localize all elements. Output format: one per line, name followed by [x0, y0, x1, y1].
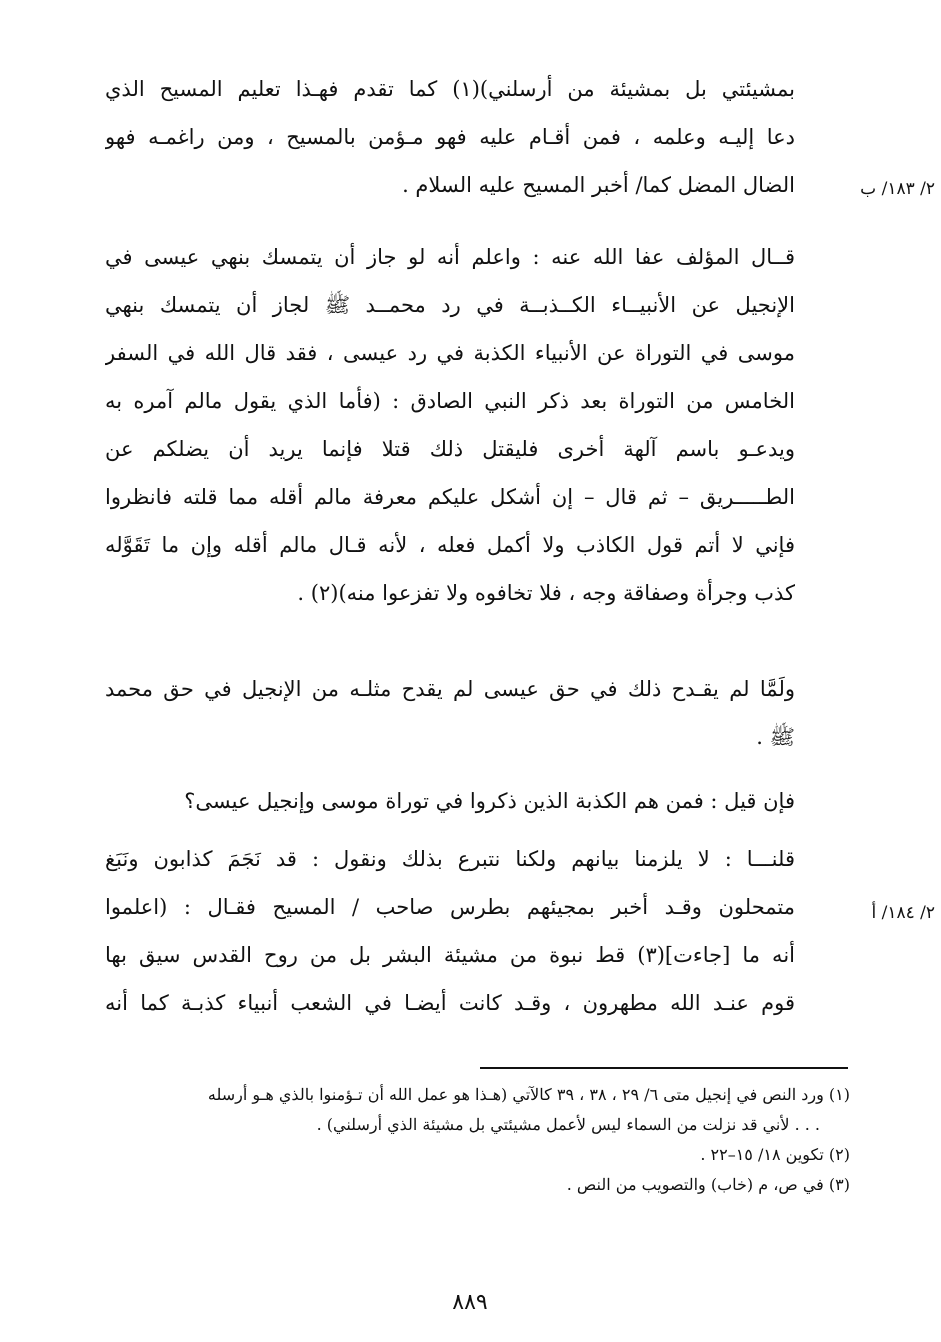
text-line: موسى في التوراة عن الأنبياء الكذبة في رد عيسى ، فقد قال الله في السفر [105, 341, 795, 365]
text-line: بمشيئتي بل بمشيئة من أرسلني)(١) كما تقدم فهـذا تعليم المسيح الذي [105, 77, 795, 101]
text-line: كذب وجرأة وصفاقة وجه ، فلا تخافوه ولا تفزعوا منه)(٢) . [297, 581, 795, 605]
text-line: قوم عنـد الله مطهرون ، وقـد كانت أيضـا في الشعب أنبياء كذبـة كما أنه [105, 991, 795, 1015]
text-line: ولَمَّا لم يقـدح ذلك في حق عيسى لم يقدح مثلـه من الإنجيل في حق محمد [105, 677, 795, 701]
page-number: ٨٨٩ [452, 1290, 488, 1315]
footnotes [110, 1080, 850, 1200]
text-line: الضال المضل كما/ أخبر المسيح عليه السلام . [402, 173, 795, 197]
text-line: الطـــــريق – ثم قال – إن أشكل عليكم معرفة مالم أقله مما قلته فانظروا [105, 485, 795, 509]
text-line: الإنجيل عن الأنبيــاء الكــذبــة في رد محمــد ﷺ لجاز أن يتمسك بنهي [105, 293, 795, 317]
footnote-divider [480, 1067, 848, 1069]
paragraph-5 [105, 835, 795, 1027]
paragraph-2 [105, 233, 795, 617]
paragraph-1 [105, 65, 795, 209]
margin-folio-note: ٢/ ١٨٤/ أ [871, 903, 935, 923]
text-line: فإن قيل : فمن هم الكذبة الذين ذكروا في توراة موسى وإنجيل عيسى؟ [184, 789, 795, 813]
text-line: فإني لا أتم قول الكاذب ولا أكمل فعله ، لأنه قـال مالم أقله وإن ما تَقَوَّله [105, 533, 795, 557]
text-line: متمحلون وقـد أخبر بمجيئهم بطرس صاحب / المسيح فقـال : (اعلموا [105, 895, 795, 919]
text-line: دعا إليـه وعلمه ، فمن أقـام عليه فهو مـؤمن بالمسيح ، ومن راغمـه فهو [105, 125, 795, 149]
paragraph-4 [105, 777, 795, 825]
text-line: الخامس من التوراة بعد ذكر النبي الصادق : (فأما الذي يقول مالم آمره به [105, 389, 795, 413]
footnote-line: (١) ورد النص في إنجيل متى ٦/ ٢٩ ، ٣٨ ، ٣٩ كالآتي (هـذا هو عمل الله أن تـؤمنوا بالذي هـو أرسله [207, 1085, 850, 1104]
text-line: أنه ما [جاءت](٣) قط نبوة من مشيئة البشر بل من روح القدس سيق بها [105, 943, 795, 967]
text-line: ﷺ . [756, 725, 795, 749]
footnote-line: (٢) تكوين ١٨/ ١٥–٢٢ . [700, 1145, 850, 1164]
text-line: قــال المؤلف عفا الله عنه : واعلم أنه لو جاز أن يتمسك بنهي عيسى في [105, 245, 795, 269]
text-line: قلنـــا : لا يلزمنا بيانهم ولكنا نتبرع بذلك ونقول : قد نَجَمَ كذابون ونَبَغ [105, 847, 795, 871]
footnote-line: . . . لأني قد نزلت من السماء ليس لأعمل مشيئتي بل مشيئة الذي أرسلني) . [316, 1115, 820, 1134]
paragraph-3 [105, 665, 795, 761]
margin-folio-note: ٢/ ١٨٣/ ب [860, 179, 935, 199]
text-line: ويدعـو باسم آلهة أخرى فليقتل ذلك قتلا فإنما يريد أن يضلكم عن [105, 437, 795, 461]
footnote-line: (٣) في ص، م (خاب) والتصويب من النص . [566, 1175, 850, 1194]
